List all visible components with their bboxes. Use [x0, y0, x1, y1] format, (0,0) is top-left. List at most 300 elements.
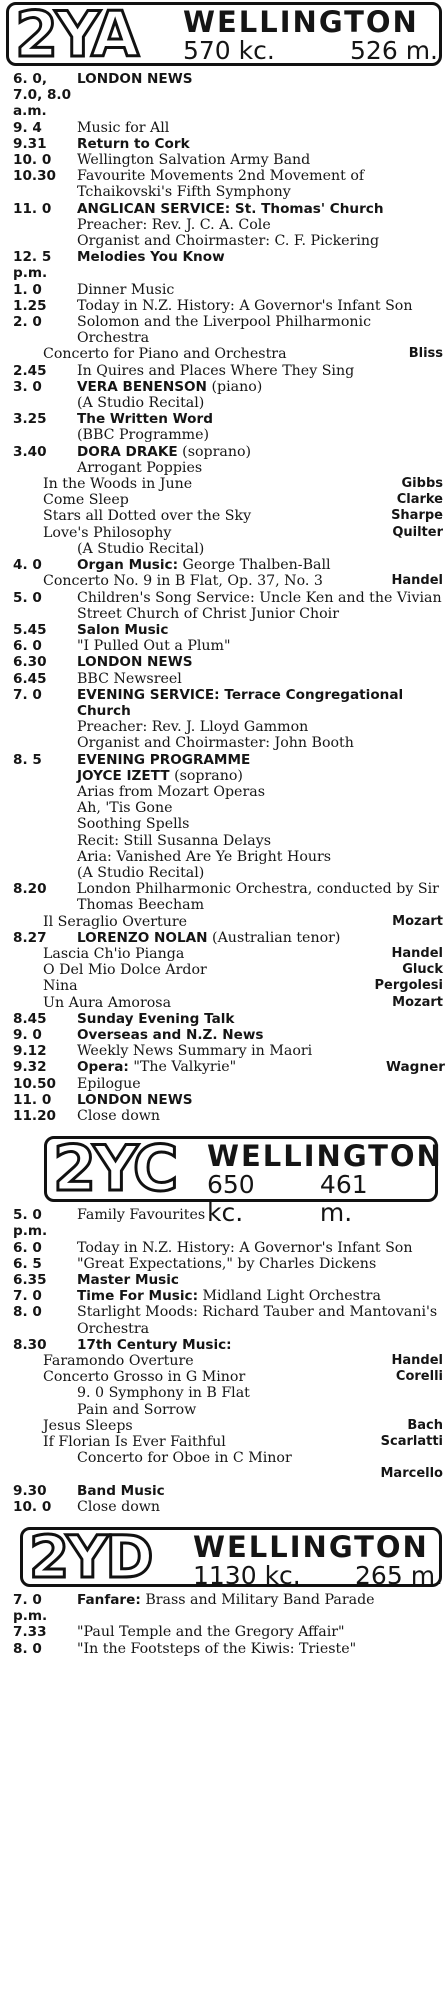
- programme-body: [77, 1592, 445, 1624]
- programme-entry: [13, 719, 445, 735]
- composer-name: Pergolesi: [374, 978, 443, 994]
- programme-body: [77, 444, 445, 460]
- programme-entry: [13, 1641, 445, 1657]
- composer-name: Clarke: [396, 492, 443, 508]
- programme-text: Love's Philosophy: [43, 524, 172, 541]
- composer-name: Handel: [391, 573, 443, 589]
- programme-body: [77, 120, 445, 136]
- programme-entry: [13, 800, 445, 816]
- programme-heading: EVENING SERVICE: Terrace Congregational Church: [77, 686, 404, 719]
- programme-text: Un Aura Amorosa: [43, 994, 172, 1011]
- programme-time: 8. 5: [13, 751, 42, 768]
- programme-time: [13, 784, 77, 800]
- programme-entry: [13, 1466, 445, 1482]
- programme-entry: [13, 557, 445, 573]
- programme-body: [77, 1499, 445, 1515]
- programme-time: 10. 0: [13, 1498, 52, 1515]
- programme-time: [13, 768, 77, 784]
- programme-list: [13, 1207, 445, 1515]
- programme-entry: [13, 1434, 445, 1450]
- programme-body: [77, 1059, 445, 1075]
- programme-body: [77, 314, 445, 346]
- programme-entry: [13, 1402, 445, 1418]
- programme-time: 2. 0: [13, 314, 42, 331]
- programme-entry: [13, 1337, 445, 1353]
- programme-text: (A Studio Recital): [77, 395, 205, 412]
- station-call-sign: 2YA: [15, 0, 137, 71]
- programme-body: [77, 816, 445, 832]
- programme-time: 9. 0: [13, 1026, 42, 1043]
- wavelength-m: 265 m.: [355, 1561, 443, 1591]
- programme-time: 8. 0: [13, 1304, 42, 1321]
- programme-entry: [13, 1592, 445, 1624]
- programme-time: [13, 395, 77, 411]
- composer-name: Gibbs: [401, 476, 443, 492]
- programme-entry: [13, 427, 445, 443]
- programme-entry: [13, 233, 445, 249]
- programme-entry: [13, 768, 445, 784]
- programme-time: [13, 1385, 77, 1401]
- programme-time: 6.35: [13, 1272, 47, 1289]
- programme-text: Lascia Ch'io Pianga: [43, 945, 185, 962]
- programme-entry: [13, 1288, 445, 1304]
- programme-entry: [13, 120, 445, 136]
- programme-text: In Quires and Places Where They Sing: [77, 362, 355, 379]
- programme-entry: [13, 914, 445, 930]
- frequency-kc: 570 kc.: [183, 36, 275, 65]
- programme-time: 1. 0: [13, 281, 42, 298]
- frequency-kc: 650 kc.: [207, 1170, 255, 1228]
- programme-time: [13, 1450, 77, 1466]
- programme-entry: [13, 1076, 445, 1092]
- programme-time: 12. 5 p.m.: [13, 249, 52, 282]
- programme-time: 7.33: [13, 1624, 47, 1641]
- programme-body: [77, 881, 445, 913]
- programme-body: [77, 833, 445, 849]
- programme-entry: [13, 735, 445, 751]
- programme-body: [77, 719, 445, 735]
- programme-entry: [13, 379, 445, 395]
- programme-body: [77, 1240, 445, 1256]
- programme-time: 7. 0: [13, 1288, 42, 1305]
- programme-entry: [13, 476, 445, 492]
- programme-heading: LONDON NEWS: [77, 71, 193, 87]
- programme-time: [13, 865, 77, 881]
- programme-time: [13, 816, 77, 832]
- programme-body: [77, 622, 445, 638]
- station-banner-2yd: [20, 1523, 443, 1592]
- programme-text: Stars all Dotted over the Sky: [43, 508, 252, 525]
- composer-name: Scarlatti: [380, 1434, 443, 1450]
- programme-body: [77, 249, 445, 281]
- programme-body: [77, 1092, 445, 1108]
- programme-body: [77, 233, 445, 249]
- programme-entry: [13, 168, 445, 200]
- programme-time: [13, 541, 77, 557]
- programme-text: Brass and Military Band Parade: [145, 1592, 375, 1609]
- programme-heading: Melodies You Know: [77, 249, 225, 266]
- programme-body: [77, 1076, 445, 1092]
- programme-entry: [13, 865, 445, 881]
- programme-entry: [13, 411, 445, 427]
- programme-entry: [13, 525, 445, 541]
- programme-entry: [13, 881, 445, 913]
- programme-entry: [13, 346, 445, 362]
- programme-text: Recit: Still Susanna Delays: [77, 832, 271, 849]
- programme-entry: [13, 1385, 445, 1401]
- programme-body: [77, 363, 445, 379]
- station-2ya: [6, 0, 445, 1124]
- programme-text: Concerto for Oboe in C Minor: [77, 1450, 292, 1467]
- programme-heading: JOYCE IZETT: [77, 767, 170, 784]
- programme-entry: [13, 508, 445, 524]
- programme-heading: Time For Music:: [77, 1288, 199, 1305]
- programme-entry: [13, 1043, 445, 1059]
- programme-entry: [13, 249, 445, 281]
- programme-text: (Australian tenor): [212, 929, 341, 946]
- programme-text: Nina: [43, 978, 78, 995]
- programme-entry: [13, 590, 445, 622]
- programme-entry: [13, 1624, 445, 1640]
- programme-text: Dinner Music: [77, 281, 175, 298]
- programme-body: [77, 136, 445, 152]
- programme-body: [77, 411, 445, 427]
- programme-entry: [13, 654, 445, 670]
- programme-text: Il Seraglio Overture: [43, 913, 188, 930]
- programme-text: "The Valkyrie": [133, 1059, 237, 1076]
- programme-entry: [13, 687, 445, 719]
- programme-time: 9.32: [13, 1059, 47, 1076]
- programme-time: [13, 719, 77, 735]
- station-2yc: [6, 1132, 443, 1515]
- programme-heading: Band Music: [77, 1482, 165, 1499]
- programme-heading: ANGLICAN SERVICE: St. Thomas' Church: [77, 200, 384, 217]
- programme-entry: [13, 395, 445, 411]
- composer-name: Gluck: [402, 962, 443, 978]
- programme-text: Weekly News Summary in Maori: [77, 1043, 313, 1060]
- programme-body: [77, 654, 445, 670]
- programme-entry: [13, 1483, 445, 1499]
- composer-name: Corelli: [395, 1369, 443, 1385]
- programme-entry: [13, 930, 445, 946]
- programme-time: 10. 0: [13, 152, 52, 169]
- programme-time: 6. 0, 7.0, 8.0 a.m.: [13, 71, 72, 120]
- programme-body: [77, 201, 445, 217]
- station-2yd: [6, 1523, 443, 1657]
- programme-heading: LONDON NEWS: [77, 654, 193, 671]
- programme-heading: Overseas and N.Z. News: [77, 1026, 264, 1043]
- programme-text: (piano): [211, 378, 263, 395]
- programme-time: 5. 0 p.m.: [13, 1207, 48, 1240]
- programme-body: [77, 1108, 445, 1124]
- programme-entry: [13, 314, 445, 346]
- programme-body: [77, 671, 445, 687]
- programme-text: Arias from Mozart Operas: [77, 783, 265, 800]
- station-frequency: [207, 1171, 407, 1227]
- programme-text: Close down: [77, 1498, 161, 1515]
- programme-text: In the Woods in June: [43, 476, 193, 493]
- programme-entry: [13, 1304, 445, 1336]
- programme-text: Ah, 'Tis Gone: [77, 800, 173, 817]
- composer-name: Bliss: [408, 346, 443, 362]
- programme-time: 9.30: [13, 1482, 47, 1499]
- programme-time: 9.31: [13, 135, 47, 152]
- programme-body: [77, 282, 445, 298]
- programme-entry: [13, 1059, 445, 1075]
- programme-entry: [13, 201, 445, 217]
- programme-text: BBC Newsreel: [77, 670, 182, 687]
- programme-entry: [13, 816, 445, 832]
- programme-text: (A Studio Recital): [77, 864, 205, 881]
- programme-body: [77, 784, 445, 800]
- programme-text: Organist and Choirmaster: C. F. Pickering: [77, 233, 380, 250]
- programme-text: If Florian Is Ever Faithful: [43, 1434, 226, 1451]
- station-city: WELLINGTON: [207, 1139, 443, 1174]
- programme-time: 7. 0: [13, 686, 42, 703]
- programme-time: [13, 233, 77, 249]
- programme-entry: [13, 1369, 445, 1385]
- composer-name: Handel: [391, 945, 443, 961]
- programme-text: Wellington Salvation Army Band: [77, 152, 311, 169]
- programme-body: [77, 768, 445, 784]
- programme-time: 3.40: [13, 443, 47, 460]
- programme-text: Midland Light Orchestra: [202, 1288, 381, 1305]
- programme-text: Epilogue: [77, 1075, 141, 1092]
- programme-text: (soprano): [182, 443, 252, 460]
- programme-text: Concerto No. 9 in B Flat, Op. 37, No. 3: [43, 573, 323, 590]
- programme-body: [77, 1385, 445, 1401]
- programme-heading: Return to Cork: [77, 135, 190, 152]
- programme-time: 3. 0: [13, 378, 42, 395]
- programme-text: Today in N.Z. History: A Governor's Infant Son: [77, 1239, 413, 1256]
- programme-text: Organist and Choirmaster: John Booth: [77, 735, 354, 752]
- programme-list: [13, 1592, 445, 1657]
- programme-time: 8.45: [13, 1010, 47, 1027]
- programme-body: [77, 541, 445, 557]
- programme-text: Jesus Sleeps: [43, 1417, 133, 1434]
- programme-body: [77, 1402, 445, 1418]
- programme-heading: Master Music: [77, 1272, 179, 1289]
- programme-heading: VERA BENENSON: [77, 378, 207, 395]
- programme-body: [77, 460, 445, 476]
- composer-name: Marcello: [380, 1466, 443, 1482]
- composer-name: Mozart: [392, 913, 443, 929]
- programme-list: [13, 71, 445, 1124]
- programme-time: [13, 800, 77, 816]
- programme-text: Faramondo Overture: [43, 1353, 194, 1370]
- programme-body: [77, 800, 445, 816]
- programme-text: (soprano): [174, 767, 243, 784]
- programme-text: Music for All: [77, 119, 170, 136]
- programme-time: 5.45: [13, 621, 47, 638]
- programme-time: [13, 833, 77, 849]
- programme-body: [77, 379, 445, 395]
- programme-text: Preacher: Rev. J. Lloyd Gammon: [77, 719, 309, 736]
- programme-entry: [13, 1011, 445, 1027]
- composer-name: Quilter: [392, 524, 443, 540]
- programme-time: 8.20: [13, 881, 47, 898]
- programme-time: 4. 0: [13, 557, 42, 574]
- programme-body: [77, 1256, 445, 1272]
- programme-body: [77, 557, 445, 573]
- programme-body: [77, 752, 445, 768]
- programme-body: [77, 1027, 445, 1043]
- programme-time: 6. 0: [13, 1239, 42, 1256]
- programme-body: [77, 1288, 445, 1304]
- programme-time: 1.25: [13, 297, 47, 314]
- programme-text: London Philharmonic Orchestra, conducted by Sir Thomas Beecham: [77, 881, 439, 914]
- programme-body: [77, 152, 445, 168]
- programme-text: Soothing Spells: [77, 816, 190, 833]
- station-city: WELLINGTON: [183, 5, 419, 39]
- programme-heading: Organ Music:: [77, 557, 179, 574]
- programme-text: Close down: [77, 1108, 161, 1124]
- programme-time: 9. 4: [13, 119, 42, 136]
- programme-text: Arrogant Poppies: [77, 459, 203, 476]
- programme-entry: [13, 217, 445, 233]
- programme-body: [77, 865, 445, 881]
- programme-entry: [13, 1353, 445, 1369]
- programme-entry: [13, 784, 445, 800]
- programme-text: (BBC Programme): [77, 427, 210, 444]
- programme-heading: EVENING PROGRAMME: [77, 751, 251, 768]
- programme-text: Favourite Movements 2nd Movement of Tchaikovski's Fifth Symphony: [77, 168, 365, 201]
- programme-time: [13, 849, 77, 865]
- programme-text: Pain and Sorrow: [77, 1401, 197, 1418]
- programme-entry: [13, 849, 445, 865]
- programme-text: Aria: Vanished Are Ye Bright Hours: [77, 848, 332, 865]
- programme-entry: [13, 298, 445, 314]
- programme-time: 8.27: [13, 929, 47, 946]
- programme-text: "Paul Temple and the Gregory Affair": [77, 1624, 345, 1641]
- programme-body: [77, 1043, 445, 1059]
- programme-text: Starlight Moods: Richard Tauber and Mantovani's Orchestra: [77, 1304, 438, 1337]
- programme-entry: [13, 363, 445, 379]
- programme-text: (A Studio Recital): [77, 540, 205, 557]
- programme-text: George Thalben-Ball: [182, 557, 331, 574]
- programme-entry: [13, 995, 445, 1011]
- programme-body: [77, 1450, 445, 1466]
- programme-entry: [13, 622, 445, 638]
- programme-text: Today in N.Z. History: A Governor's Infant Son: [77, 297, 413, 314]
- programme-entry: [13, 1027, 445, 1043]
- programme-body: [77, 1011, 445, 1027]
- programme-time: [13, 735, 77, 751]
- programme-time: 10.30: [13, 168, 56, 185]
- programme-heading: DORA DRAKE: [77, 443, 178, 460]
- programme-time: 7. 0 p.m.: [13, 1592, 48, 1625]
- programme-body: [77, 1624, 445, 1640]
- programme-body: [77, 168, 445, 200]
- programme-text: Come Sleep: [43, 492, 129, 509]
- programme-heading: Salon Music: [77, 621, 169, 638]
- programme-entry: [13, 1272, 445, 1288]
- station-call-sign: 2YC: [53, 1132, 176, 1206]
- station-city: WELLINGTON: [193, 1530, 429, 1565]
- programme-heading: Opera:: [77, 1059, 129, 1076]
- programme-text: Preacher: Rev. J. C. A. Cole: [77, 216, 271, 233]
- programme-time: 10.50: [13, 1075, 56, 1092]
- programme-time: 8.30: [13, 1336, 47, 1353]
- programme-body: [77, 590, 445, 622]
- programme-entry: [13, 573, 445, 589]
- programme-entry: [13, 978, 445, 994]
- programme-time: 11. 0: [13, 200, 52, 217]
- composer-name: Sharpe: [391, 508, 443, 524]
- programme-text: Family Favourites: [77, 1207, 206, 1224]
- programme-entry: [13, 1092, 445, 1108]
- programme-text: "I Pulled Out a Plum": [77, 638, 231, 655]
- programme-time: [13, 1402, 77, 1418]
- programme-body: [77, 395, 445, 411]
- programme-body: [77, 1272, 445, 1288]
- composer-name: Wagner: [385, 1059, 445, 1076]
- programme-time: 5. 0: [13, 589, 42, 606]
- wavelength-m: 526 m.: [350, 36, 438, 65]
- programme-text: Concerto for Piano and Orchestra: [43, 346, 287, 363]
- programme-text: O Del Mio Dolce Ardor: [43, 962, 207, 979]
- programme-time: 6. 0: [13, 638, 42, 655]
- programme-time: 6.45: [13, 670, 47, 687]
- programme-heading: Fanfare:: [77, 1592, 141, 1609]
- programme-entry: [13, 444, 445, 460]
- programme-time: 2.45: [13, 362, 47, 379]
- programme-time: 8. 0: [13, 1640, 42, 1657]
- programme-text: 9. 0 Symphony in B Flat: [77, 1385, 250, 1402]
- programme-text: Solomon and the Liverpool Philharmonic Orchestra: [77, 314, 372, 347]
- programme-body: [77, 71, 445, 120]
- programme-entry: [13, 946, 445, 962]
- programme-entry: [13, 460, 445, 476]
- station-frequency: [193, 1562, 443, 1590]
- programme-time: 3.25: [13, 411, 47, 428]
- programme-time: [13, 217, 77, 233]
- programme-entry: [13, 492, 445, 508]
- composer-name: Handel: [391, 1353, 443, 1369]
- wavelength-m: 461 m.: [319, 1170, 368, 1228]
- programme-body: [77, 1641, 445, 1657]
- programme-text: Concerto Grosso in G Minor: [43, 1369, 246, 1386]
- programme-body: [77, 298, 445, 314]
- programme-time: 11. 0: [13, 1091, 52, 1108]
- station-frequency: [183, 37, 438, 65]
- programme-body: [77, 930, 445, 946]
- frequency-kc: 1130 kc.: [193, 1561, 301, 1591]
- composer-name: Mozart: [392, 994, 443, 1010]
- programme-body: [77, 1337, 445, 1353]
- programme-time: [13, 427, 77, 443]
- programme-text: "In the Footsteps of the Kiwis: Trieste": [77, 1640, 357, 1657]
- programme-time: 9.12: [13, 1043, 47, 1060]
- programme-body: [77, 638, 445, 654]
- programme-body: [77, 1483, 445, 1499]
- programme-time: [13, 460, 77, 476]
- programme-heading: 17th Century Music:: [77, 1336, 232, 1353]
- programme-entry: [13, 71, 445, 120]
- programme-body: [77, 217, 445, 233]
- programme-entry: [13, 752, 445, 768]
- composer-name: Bach: [407, 1417, 443, 1433]
- programme-entry: [13, 1256, 445, 1272]
- programme-time: 11.20: [13, 1108, 56, 1124]
- programme-body: [77, 687, 445, 719]
- programme-body: [77, 735, 445, 751]
- programme-heading: LORENZO NOLAN: [77, 929, 208, 946]
- station-banner-2ya: [6, 0, 442, 71]
- programme-entry: [13, 152, 445, 168]
- station-call-sign: 2YD: [29, 1523, 151, 1592]
- programme-entry: [13, 638, 445, 654]
